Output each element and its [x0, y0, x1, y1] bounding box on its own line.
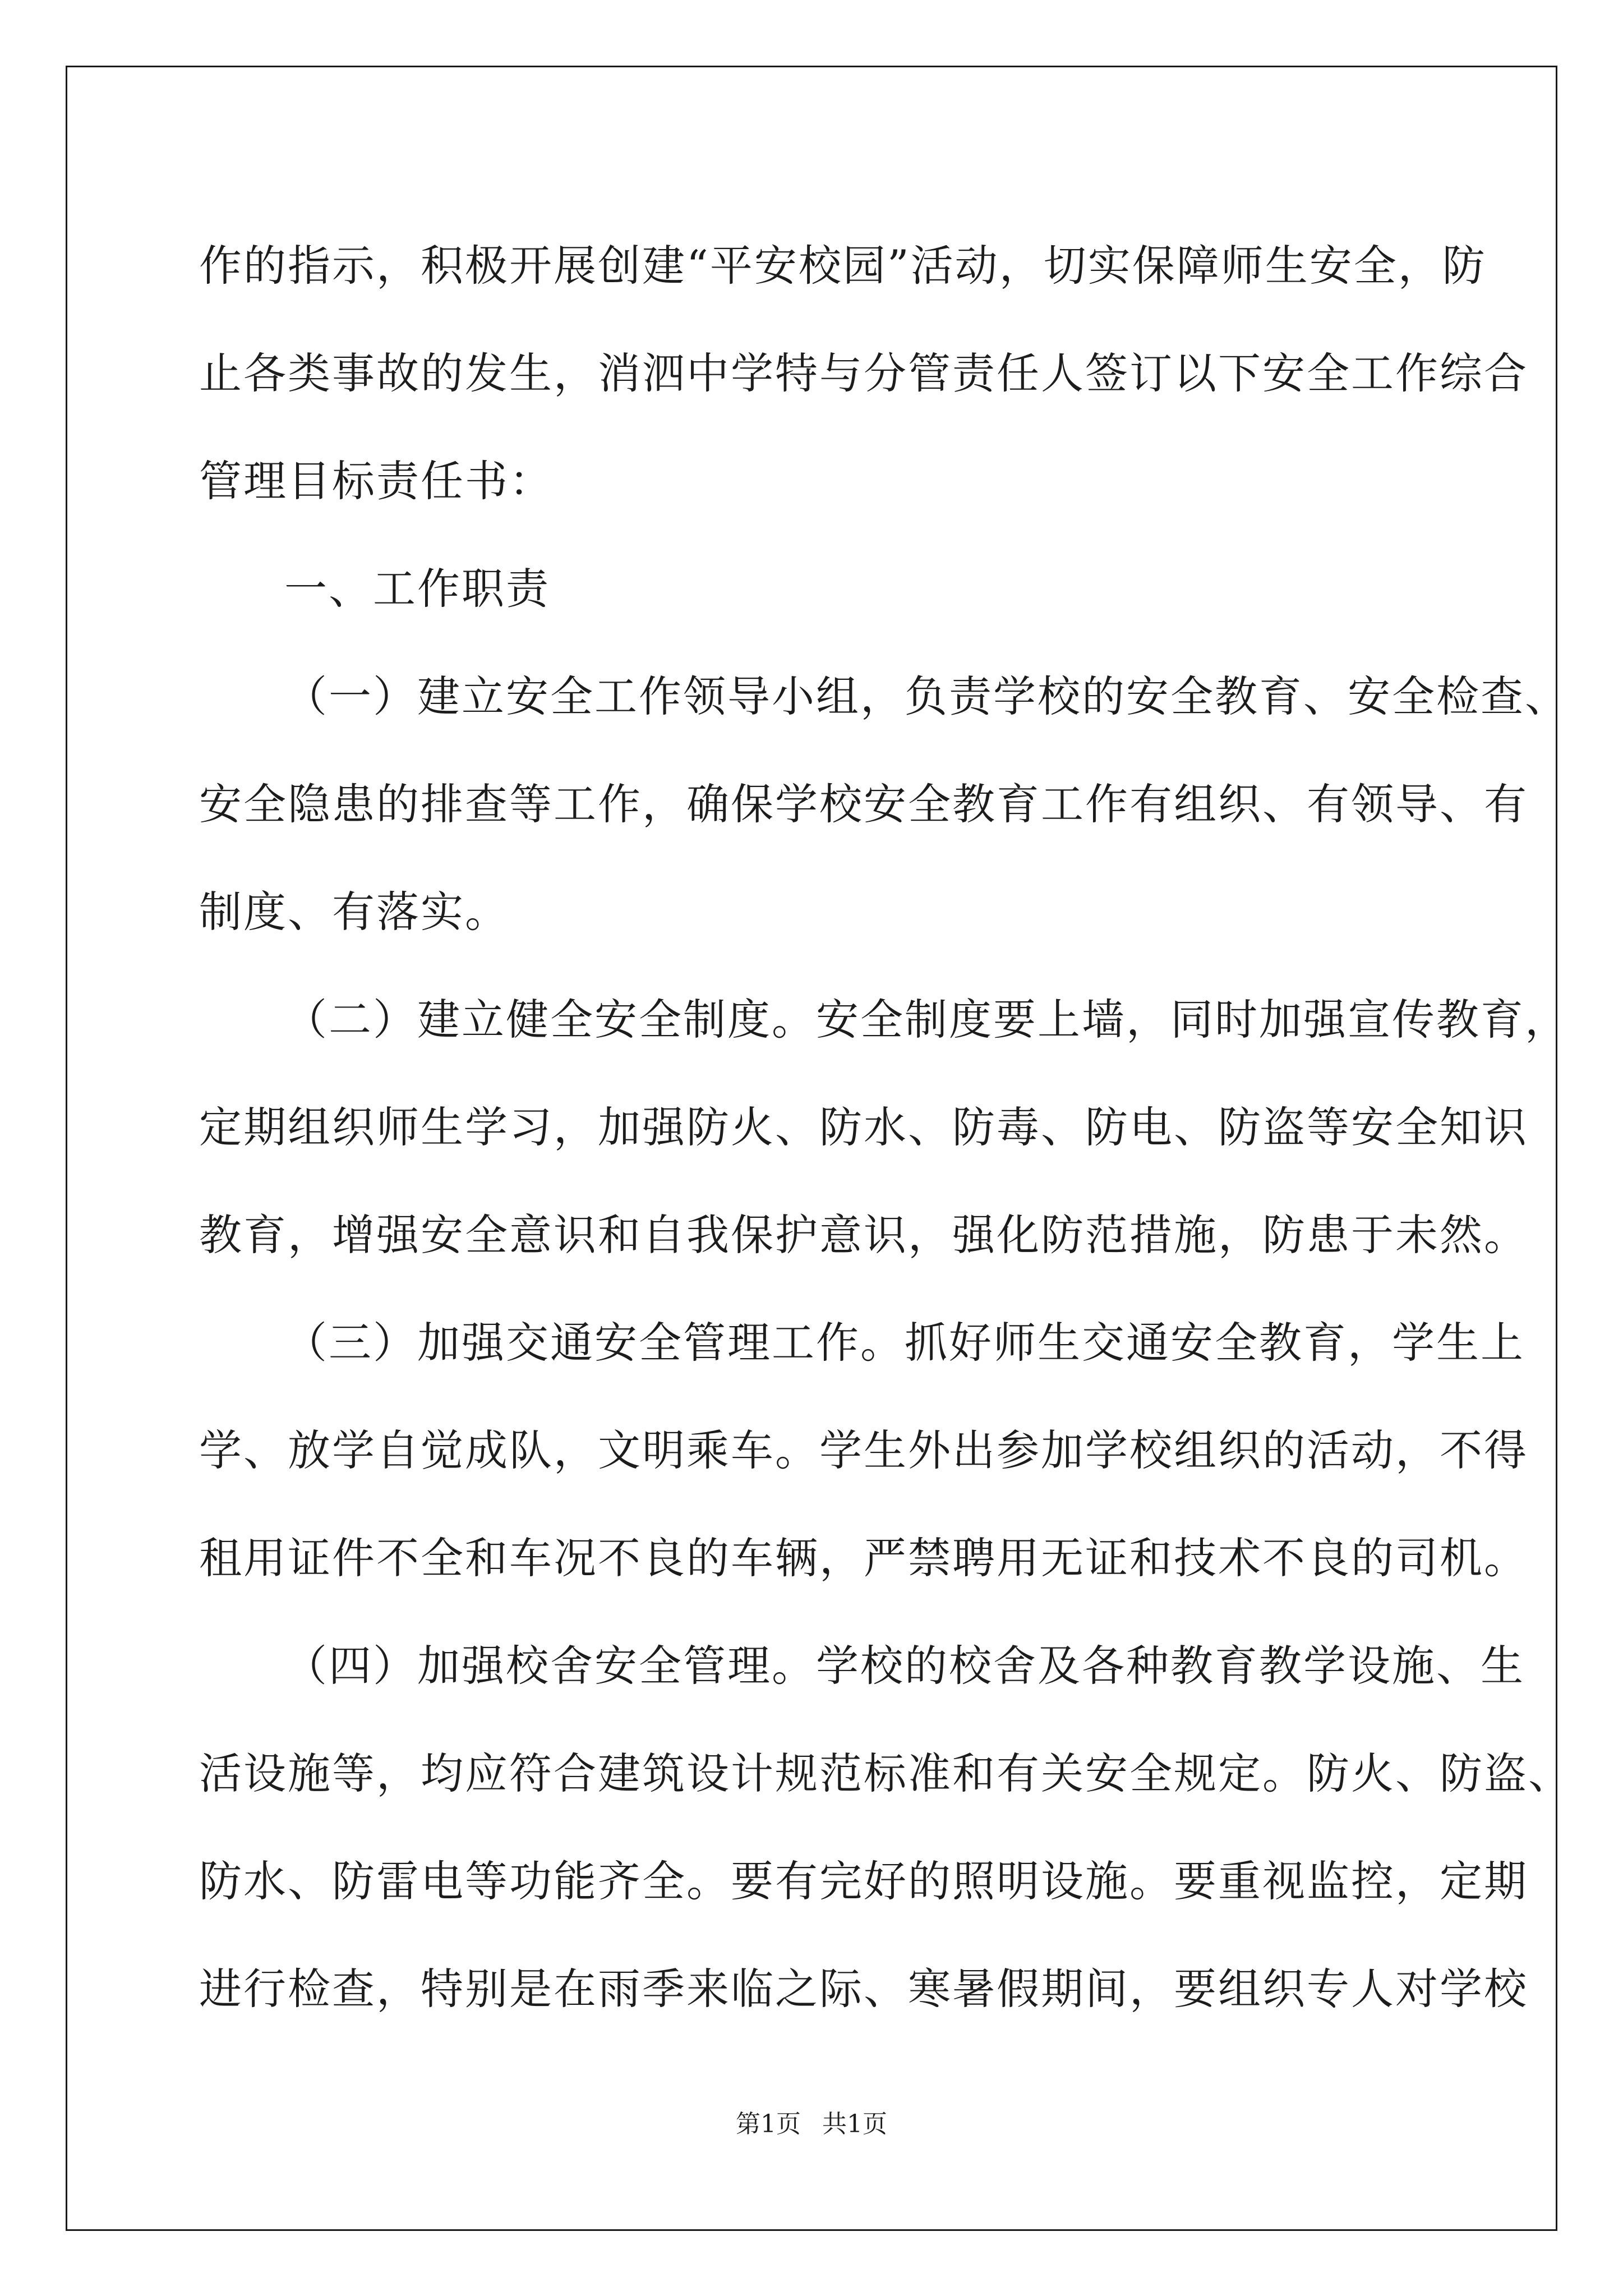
- text-line: 防水、防雷电等功能齐全。要有完好的照明设施。要重视监控，定期: [199, 1856, 1528, 1906]
- text-line: 学、放学自觉成队，文明乘车。学生外出参加学校组织的活动，不得: [199, 1425, 1528, 1475]
- text-line: 作的指示，积极开展创建“平安校园”活动，切实保障师生安全，防: [199, 241, 1487, 291]
- text-line: 制度、有落实。: [199, 887, 509, 937]
- text-line: 止各类事故的发生，消泗中学特与分管责任人签订以下安全工作综合: [199, 348, 1528, 398]
- text-line: 活设施等，均应符合建筑设计规范标准和有关安全规定。防火、防盗、: [199, 1749, 1573, 1798]
- paragraph-start: （三）加强交通安全管理工作。抓好师生交通安全教育，学生上: [284, 1318, 1525, 1368]
- text-line: 管理目标责任书：: [199, 456, 554, 506]
- document-body: [199, 212, 1573, 2043]
- paragraph-start: （二）建立健全安全制度。安全制度要上墙，同时加强宣传教育，: [284, 995, 1569, 1045]
- paragraph-start: （一）建立安全工作领导小组，负责学校的安全教育、安全检查、: [284, 671, 1569, 721]
- text-line: 教育，增强安全意识和自我保护意识，强化防范措施，防患于未然。: [199, 1210, 1528, 1260]
- page-footer: [0, 2104, 1623, 2139]
- paragraph-start: （四）加强校舍安全管理。学校的校舍及各种教育教学设施、生: [284, 1641, 1525, 1691]
- section-heading: 一、工作职责: [284, 564, 550, 614]
- text-line: 安全隐患的排查等工作，确保学校安全教育工作有组织、有领导、有: [199, 779, 1528, 829]
- text-line: 进行检查，特别是在雨季来临之际、寒暑假期间，要组织专人对学校: [199, 1964, 1528, 2014]
- page-number: 第1页: [736, 2110, 801, 2138]
- text-line: 定期组织师生学习，加强防火、防水、防毒、防电、防盗等安全知识: [199, 1102, 1528, 1152]
- page-count: 共1页: [822, 2110, 887, 2138]
- text-line: 租用证件不全和车况不良的车辆，严禁聘用无证和技术不良的司机。: [199, 1533, 1528, 1583]
